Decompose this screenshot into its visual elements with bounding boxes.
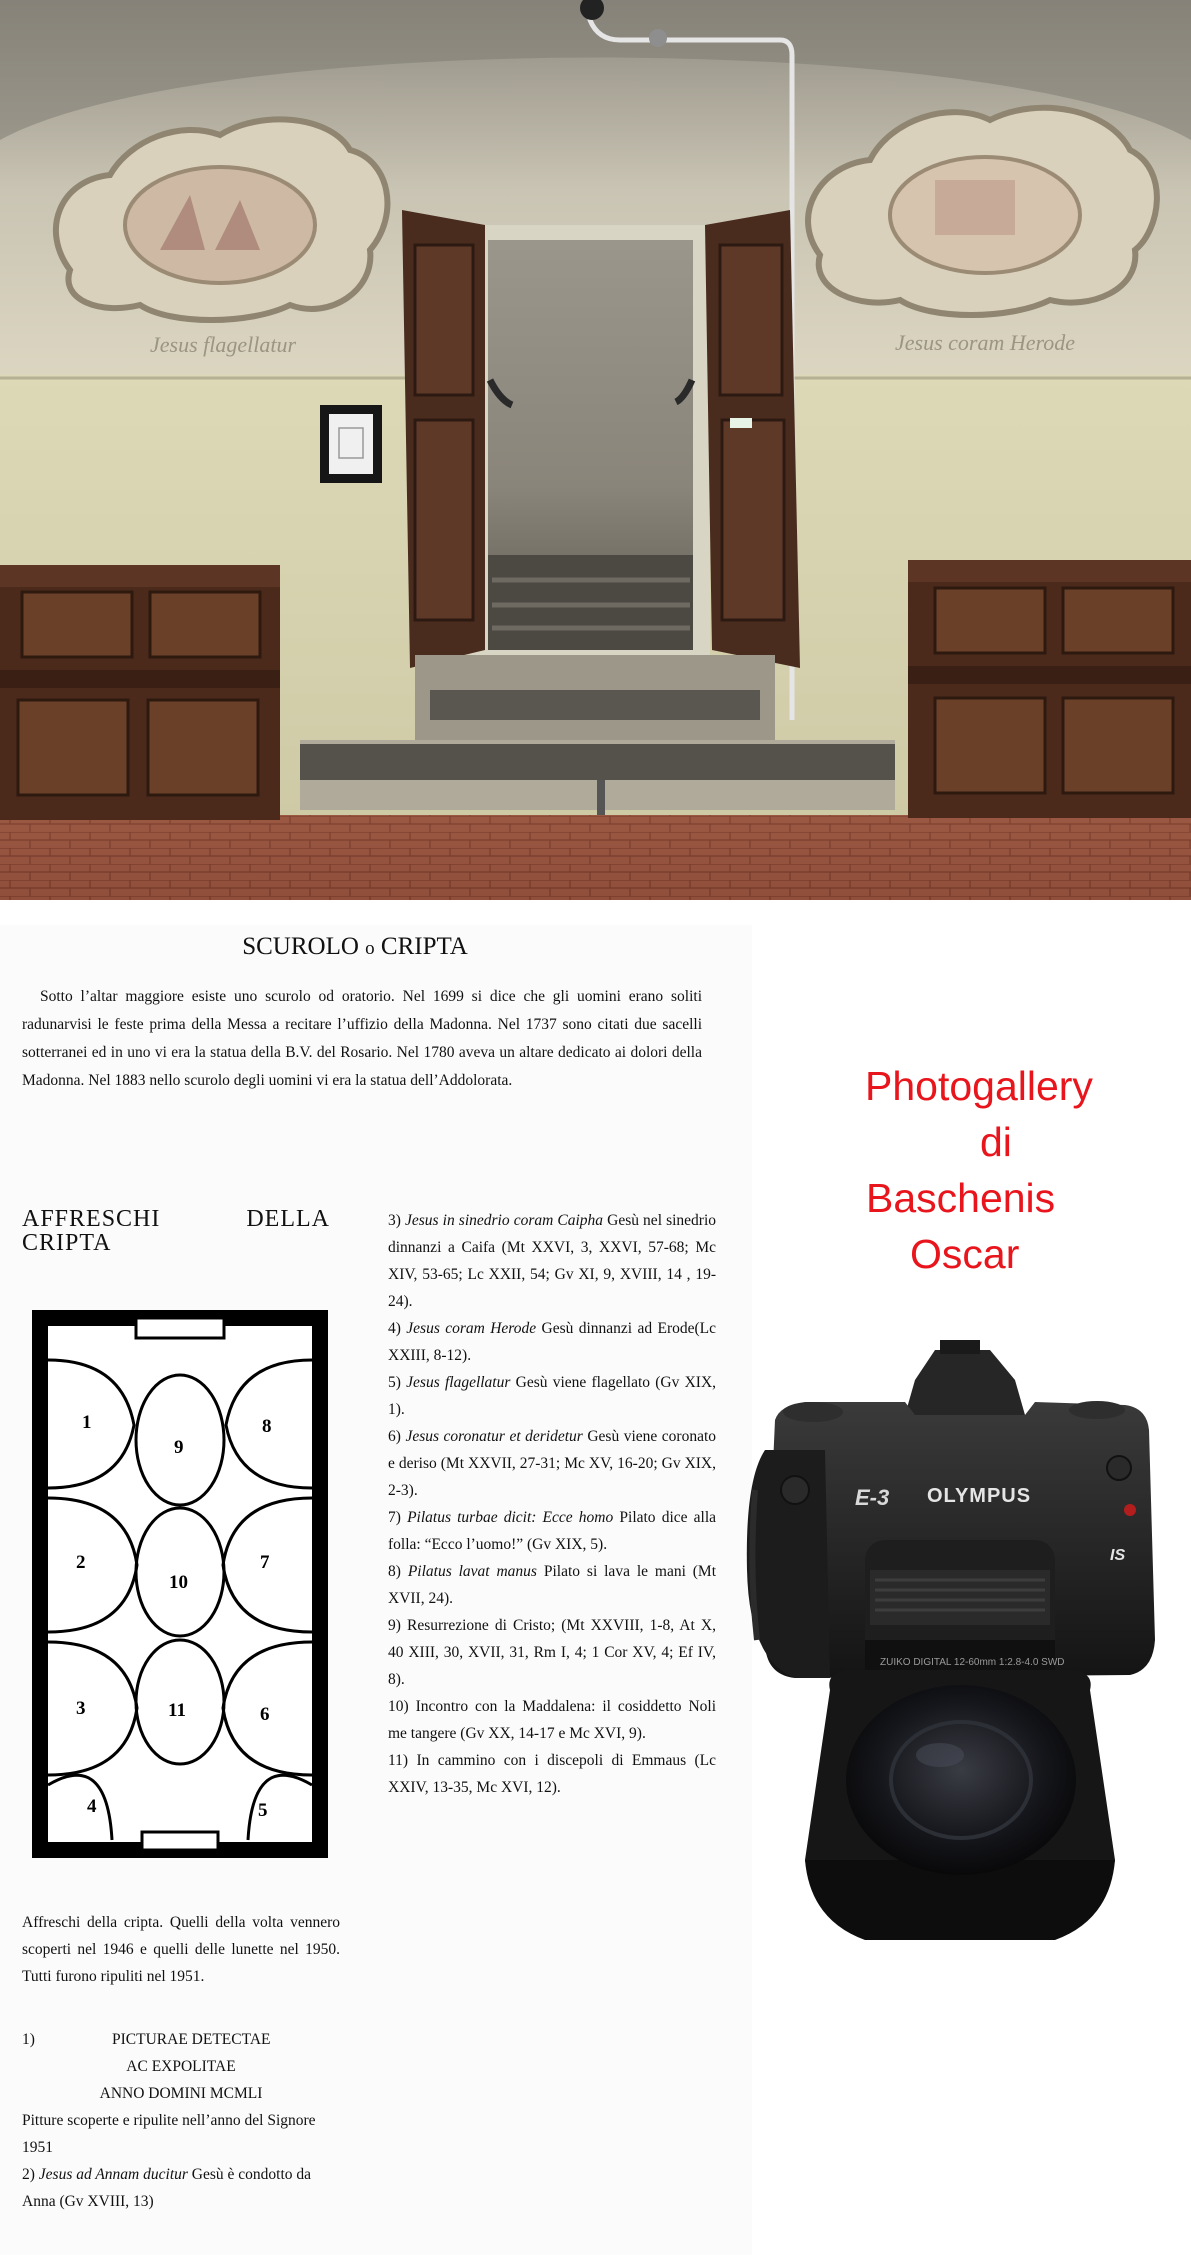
scanned-document [0,925,752,2255]
caption-line: di [980,1119,1012,1165]
list-item: 7) Pilatus turbae dicit: Ecce homo Pilato dice alla folla: “Ecco l’uomo!” (Gv XIX, 5). [388,1509,717,1553]
plan-label-7: 7 [260,1552,270,1573]
list-item: 4) Jesus coram Herode Gesù dinnanzi ad Erode(Lc XXIII, 8-12). [388,1320,717,1364]
list-item: 9) Resurrezione di Cristo; (Mt XXVIII, 1-8, At X, 40 XIII, 30, XVII, 31, Rm I, 4; 1 Cor XV, 4; Ef IV, 8). [388,1617,716,1688]
caption-line: Photogallery [865,1063,1093,1109]
plan-label-9: 9 [174,1437,184,1458]
affreschi-word: AFFRESCHI [22,1206,161,1232]
caption-line: Oscar [910,1231,1020,1277]
pew-left [0,565,280,820]
intro-paragraph: Sotto l’altar maggiore esiste uno scurolo od oratorio. Nel 1699 si dice che gli uomini erano soliti radunarvisi le feste prima della Messa a recitare l’uffizio della Madonna. Nel 1737 sono citati due sacelli sotterranei ed in uno vi era la statua della B.V. del Rosario. Nel 1780 aveva un altare dedicato ai dolori della Madonna. Nel 1883 nello scurolo degli uomini vi era la statua dell’Addolorata. [22,987,702,1089]
della-word: DELLA [246,1206,330,1232]
photogallery-caption [840,1058,1150,1282]
plan-label-6: 6 [260,1704,270,1725]
fresco-list [388,1207,716,1801]
title-scurolo: SCUROLO [242,933,359,960]
list-item: 2) Jesus ad Annam ducitur Gesù è condotto da Anna (Gv XVIII, 13) [22,2166,312,2210]
crypt-floor-plan [32,1310,328,1858]
list-item: 8) Pilatus lavat manus Pilato si lava le mani (Mt XVII, 24). [388,1563,717,1607]
plan-label-2: 2 [76,1552,86,1573]
camera-brand-logo: OLYMPUS [927,1485,1032,1507]
camera-image [735,1340,1191,2020]
document-title [0,933,710,961]
plan-label-4: 4 [87,1796,97,1817]
list-item: 3) Jesus in sinedrio coram Caipha Gesù nel sinedrio dinnanzi a Caifa (Mt XXVI, 3, XXVI, 57-68; Mc XIV, 53-65; Lc XXII, 54; Gv XI, 9, XVIII, 14 , 19-24). [388,1212,717,1310]
fresco-right-inscription: Jesus coram Herode [895,330,1076,355]
camera-model-badge: E-3 [855,1485,890,1510]
lens-text: ZUIKO DIGITAL 12-60mm 1:2.8-4.0 SWD [880,1657,1065,1668]
title-connector: o [365,938,375,959]
list-item: 11) In cammino con i discepoli di Emmaus (Lc XXIV, 13-35, Mc XVI, 12). [388,1752,716,1796]
fresco-left-inscription: Jesus flagellatur [150,332,297,357]
inscription-translation: Pitture scoperte e ripulite nell’anno del Signore 1951 [22,2112,316,2156]
plan-caption: Affreschi della cripta. Quelli della volta vennero scoperti nel 1946 e quelli delle lunette nel 1950. Tutti furono ripuliti nel 1951. [22,1913,340,1985]
plan-label-1: 1 [82,1412,92,1433]
inscription-list [22,2026,340,2215]
inscription-line: ANNO DOMINI MCMLI [99,2085,263,2102]
list-item: 5) Jesus flagellatur Gesù viene flagellato (Gv XIX, 1). [388,1374,717,1418]
affreschi-heading [22,1207,330,1255]
plan-label-3: 3 [76,1698,86,1719]
cripta-word: CRIPTA [22,1230,112,1256]
pew-right [908,560,1191,818]
plan-label-10: 10 [169,1572,188,1593]
inscription-line: AC EXPOLITAE [126,2058,236,2075]
list-item: 10) Incontro con la Maddalena: il cosiddetto Noli me tangere (Gv XX, 14-17 e Mc XVI, 9). [388,1698,716,1742]
stabilizer-badge: IS [1110,1547,1126,1564]
crypt-photo [0,0,1191,900]
list-item: 1) PICTURAE DETECTAE [22,2031,271,2048]
caption-line: Baschenis [866,1175,1056,1221]
plan-label-5: 5 [258,1800,268,1821]
plan-label-8: 8 [262,1416,272,1437]
plan-label-11: 11 [168,1700,186,1721]
title-cripta: CRIPTA [380,933,468,960]
list-item: 6) Jesus coronatur et deridetur Gesù viene coronato e deriso (Mt XXVII, 27-31; Mc XV, 16-20; Gv XIX, 2-3). [388,1428,717,1499]
